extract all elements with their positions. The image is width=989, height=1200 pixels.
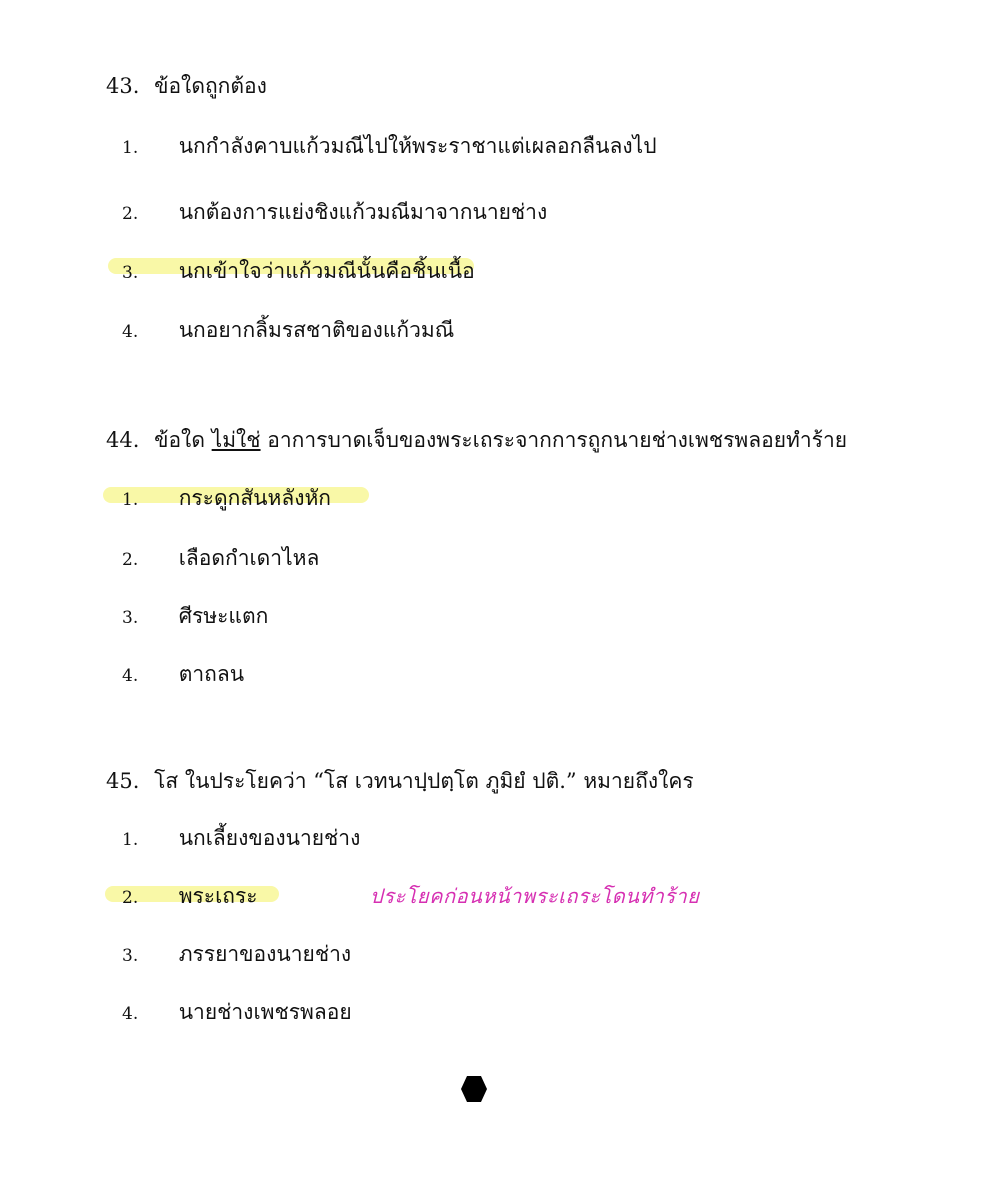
option-number: 3. <box>122 608 139 628</box>
option-text: ตาถลน <box>178 662 245 686</box>
option-text: นกอยากลิ้มรสชาติของแก้วมณี <box>178 318 455 342</box>
option-text: ศีรษะแตก <box>178 604 269 628</box>
question-text-pre: ข้อใด <box>154 428 205 452</box>
option-text: เลือดกำเดาไหล <box>178 546 320 570</box>
question-44 <box>106 424 847 457</box>
q44-option-3 <box>122 600 268 633</box>
q43-option-4 <box>122 314 454 347</box>
option-number: 2. <box>122 888 139 908</box>
black-hexagon-icon <box>460 1075 488 1103</box>
q45-option-1 <box>122 822 360 855</box>
q45-option-3 <box>122 938 351 971</box>
option-number: 3. <box>122 263 139 283</box>
question-text-post: อาการบาดเจ็บของพระเถระจากการถูกนายช่างเพชรพลอยทำร้าย <box>267 428 848 452</box>
question-text: ข้อใดถูกต้อง <box>154 74 267 98</box>
option-number: 4. <box>122 666 139 686</box>
handwritten-annotation: ประโยคก่อนหน้าพระเถระโดนทำร้าย <box>370 884 700 908</box>
option-text: กระดูกสันหลังหัก <box>178 486 332 510</box>
question-number: 44. <box>106 428 140 452</box>
option-number: 2. <box>122 550 139 570</box>
question-number: 45. <box>106 769 140 793</box>
option-text: ภรรยาของนายช่าง <box>178 942 352 966</box>
q44-option-4 <box>122 658 244 691</box>
question-text: โส ในประโยคว่า “โส เวทนาปฺปตฺโต ภูมิยํ ปติ.” หมายถึงใคร <box>154 769 694 793</box>
q44-option-1 <box>122 482 331 515</box>
question-text-underlined: ไม่ใช่ <box>211 428 261 452</box>
option-number: 4. <box>122 322 139 342</box>
option-number: 1. <box>122 490 139 510</box>
option-number: 3. <box>122 946 139 966</box>
option-number: 4. <box>122 1004 139 1024</box>
option-text: พระเถระ <box>178 884 258 908</box>
option-text: นกต้องการแย่งชิงแก้วมณีมาจากนายช่าง <box>178 200 548 224</box>
q43-option-3 <box>122 255 475 288</box>
option-number: 1. <box>122 830 139 850</box>
q43-option-2 <box>122 196 547 229</box>
q45-option-4 <box>122 996 352 1029</box>
question-number: 43. <box>106 74 140 98</box>
option-number: 2. <box>122 204 139 224</box>
option-text: นกเข้าใจว่าแก้วมณีนั้นคือชิ้นเนื้อ <box>178 259 475 283</box>
q45-option-2 <box>122 880 258 913</box>
option-text: นกกำลังคาบแก้วมณีไปให้พระราชาแต่เผลอกลืนลงไป <box>178 134 657 158</box>
question-45 <box>106 765 694 798</box>
option-text: นกเลี้ยงของนายช่าง <box>178 826 361 850</box>
q43-option-1 <box>122 130 657 163</box>
option-text: นายช่างเพชรพลอย <box>178 1000 352 1024</box>
q44-option-2 <box>122 542 319 575</box>
question-43 <box>106 70 267 103</box>
option-number: 1. <box>122 138 139 158</box>
